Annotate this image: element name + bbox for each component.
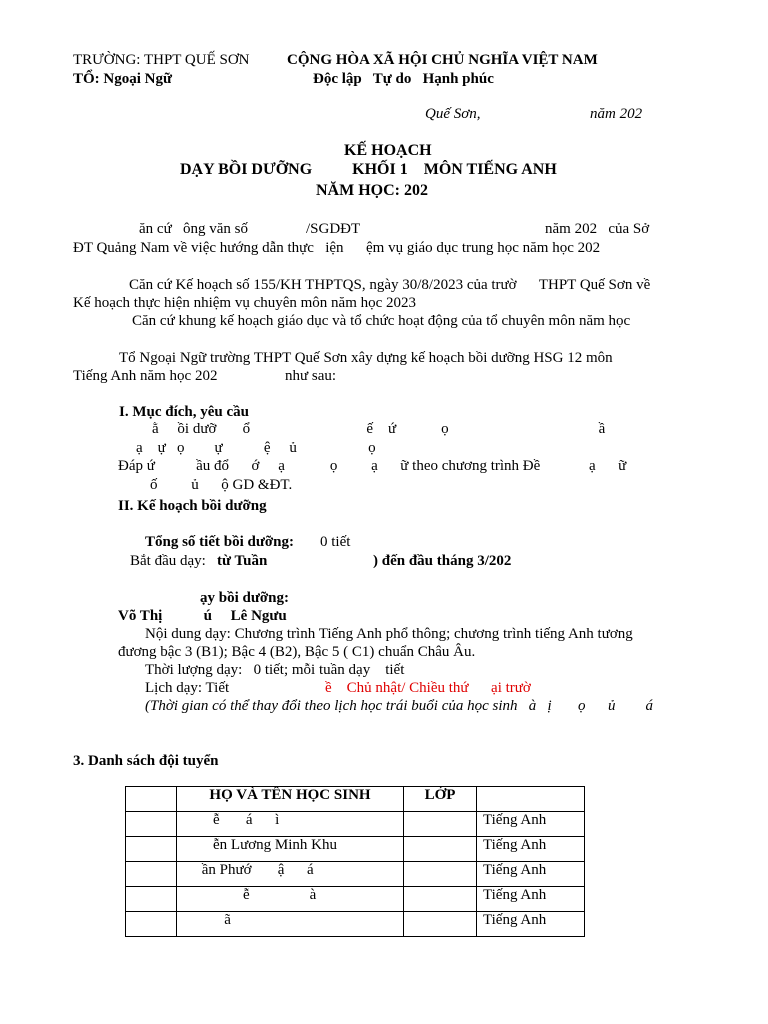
student-class — [404, 812, 477, 837]
table-header-row — [126, 787, 585, 812]
subject-cell: Tiếng Anh — [477, 912, 585, 937]
duration-line: Thời lượng dạy: 0 tiết; mỗi tuần dạy tiết — [145, 662, 405, 678]
table-row — [126, 862, 585, 887]
table-header-cell — [477, 787, 585, 812]
student-name: ễn Lương Minh Khu — [177, 837, 404, 862]
place-date: Quế Sơn, — [425, 106, 481, 122]
section-heading: I. Mục đích, yêu cầu — [119, 404, 250, 420]
basis-line: Kế hoạch thực hiện nhiệm vụ chuyên môn năm học 2023 — [73, 295, 417, 311]
doc-subtitle: DẠY BỒI DƯỠNG KHỐI 1 MÔN TIẾNG ANH — [180, 161, 557, 178]
start-value: từ Tuần — [217, 553, 268, 569]
table-row — [126, 812, 585, 837]
date-year: năm 202 — [590, 106, 643, 122]
team-table — [125, 786, 585, 937]
subject-cell: Tiếng Anh — [477, 887, 585, 912]
basis-line: /SGDĐT — [306, 221, 361, 237]
section-text: Đáp ứ ầu đổ ớ ạ ọ ạ ữ theo chương trình Đề ạ ữ — [118, 458, 627, 474]
total-value: 0 tiết — [320, 534, 351, 550]
student-name: ễ à — [177, 887, 404, 912]
basis-line: năm 202 của Sở — [545, 221, 650, 237]
schedule-note: (Thời gian có thể thay đổi theo lịch học trái buổi của học sinh à ị ọ ủ á — [145, 698, 653, 714]
intro-line: như sau: — [285, 368, 337, 384]
table-cell — [126, 812, 177, 837]
teacher-names: Võ Thị ú Lê Ngưu — [118, 608, 287, 624]
school-name: TRƯỜNG: THPT QUẾ SƠN — [73, 52, 250, 68]
table-header-cell: LỚP — [404, 787, 477, 812]
country-name: CỘNG HÒA XÃ HỘI CHỦ NGHĨA VIỆT NAM — [287, 52, 598, 68]
basis-line: ĐT Quảng Nam về việc hướng dẫn thực iện ệm vụ giáo dục trung học năm học 202 — [73, 240, 601, 256]
section-heading: II. Kế hoạch bồi dưỡng — [118, 498, 267, 514]
table-header-cell: HỌ VÀ TÊN HỌC SINH — [177, 787, 404, 812]
student-class — [404, 862, 477, 887]
section-heading: 3. Danh sách đội tuyển — [73, 753, 219, 769]
student-class — [404, 887, 477, 912]
content-line: Nội dung dạy: Chương trình Tiếng Anh phổ thông; chương trình tiếng Anh tương — [145, 626, 633, 642]
student-name: ễ á ì — [177, 812, 404, 837]
table-row — [126, 887, 585, 912]
table-header-cell — [126, 787, 177, 812]
basis-line: Căn cứ Kế hoạch số 155/KH THPTQS, ngày 30/8/2023 của trườ THPT Quế Sơn về — [129, 277, 651, 293]
start-label: Bắt đầu dạy: — [130, 553, 206, 569]
table-cell — [126, 887, 177, 912]
student-class — [404, 912, 477, 937]
section-text: ố ủ ộ GD &ĐT. — [150, 477, 293, 493]
subject-cell: Tiếng Anh — [477, 862, 585, 887]
total-label: Tổng số tiết bồi dưỡng: — [145, 534, 294, 550]
basis-line: Căn cứ khung kế hoạch giáo dục và tổ chức hoạt động của tổ chuyên môn năm học — [132, 313, 631, 329]
doc-title: KẾ HOẠCH — [344, 142, 432, 159]
national-motto: Độc lập Tự do Hạnh phúc — [313, 71, 494, 87]
student-class — [404, 837, 477, 862]
schedule-label: Lịch dạy: Tiết — [145, 680, 230, 696]
subject-cell: Tiếng Anh — [477, 812, 585, 837]
intro-line: Tổ Ngoại Ngữ trường THPT Quế Sơn xây dựng kế hoạch bồi dưỡng HSG 12 môn — [119, 350, 613, 366]
intro-line: Tiếng Anh năm học 202 — [73, 368, 218, 384]
table-cell — [126, 837, 177, 862]
start-end: ) đến đầu tháng 3/202 — [373, 553, 512, 569]
table-row — [126, 837, 585, 862]
school-year: NĂM HỌC: 202 — [316, 182, 428, 199]
table-row — [126, 912, 585, 937]
teacher-label: ạy bồi dưỡng: — [200, 590, 289, 606]
group-name: TỔ: Ngoại Ngữ — [73, 71, 173, 87]
section-text: ằ ồi dưỡ ổ ế ứ ọ ầ — [152, 421, 606, 437]
schedule-value: ề Chủ nhật/ Chiều thứ ại trườ — [325, 680, 531, 696]
student-name: ần Phướ ậ á — [177, 862, 404, 887]
section-text: ạ ự ọ ự ệ ủ ọ — [136, 440, 376, 456]
subject-cell: Tiếng Anh — [477, 837, 585, 862]
table-cell — [126, 912, 177, 937]
content-line: đương bậc 3 (B1); Bậc 4 (B2), Bậc 5 ( C1) chuẩn Châu Âu. — [118, 644, 476, 660]
basis-line: ăn cứ ông văn số — [139, 221, 248, 237]
student-name: ã — [177, 912, 404, 937]
table-cell — [126, 862, 177, 887]
